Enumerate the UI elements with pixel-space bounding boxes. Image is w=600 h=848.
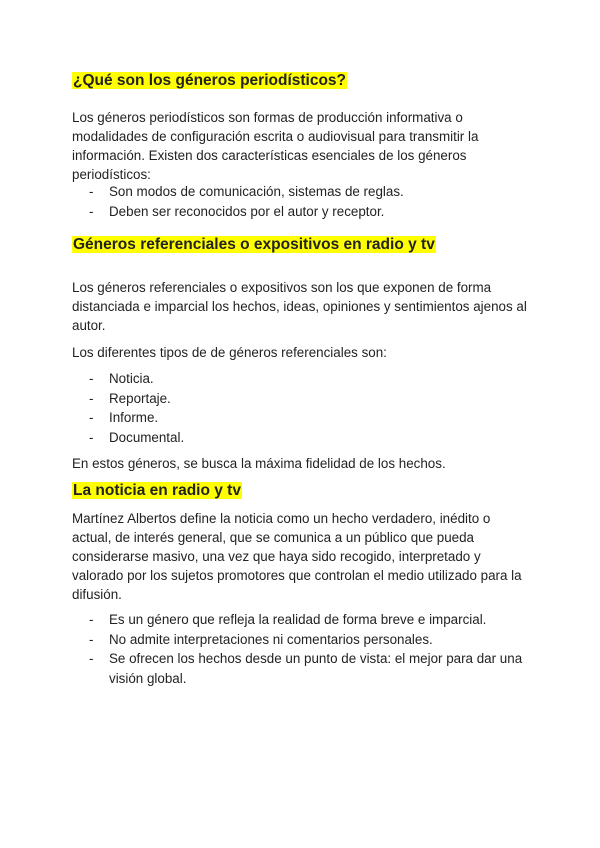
list-dash: - xyxy=(89,203,94,219)
list-item: - Reportaje. xyxy=(72,389,532,409)
list-item: - Informe. xyxy=(72,408,532,428)
list-dash: - xyxy=(89,651,94,666)
list-item: - Son modos de comunicación, sistemas de reglas. xyxy=(72,182,532,202)
list-dash: - xyxy=(89,429,94,445)
types-list xyxy=(72,369,532,447)
paragraph-noticia-definition: Martínez Albertos define la noticia como un hecho verdadero, inédito o actual, de interés general, que se comunica a un público que pueda considerarse masivo, una vez que haya sido recogido, interpretado y valorado por los sujetos promotores que controlan el medio utilizado para la difusión. xyxy=(72,511,522,602)
list-dash: - xyxy=(89,184,94,199)
heading-highlight: La noticia en radio y tv xyxy=(73,482,241,499)
paragraph-fidelidad: En estos géneros, se busca la máxima fidelidad de los hechos. xyxy=(72,456,446,471)
list-dash: - xyxy=(89,390,94,406)
heading-highlight: Géneros referenciales o expositivos en radio y tv xyxy=(73,236,435,253)
list-dash: - xyxy=(89,371,94,386)
section-heading-noticia xyxy=(72,481,242,501)
noticia-features-list xyxy=(72,610,532,688)
list-item: - Es un género que refleja la realidad de forma breve e imparcial. xyxy=(72,610,532,630)
heading-highlight: ¿Qué son los géneros periodísticos? xyxy=(73,72,347,89)
paragraph-tipos: Los diferentes tipos de de géneros referenciales son: xyxy=(72,345,387,360)
list-item: - Noticia. xyxy=(72,369,532,389)
paragraph-referenciales: Los géneros referenciales o expositivos son los que exponen de forma distanciada e imparcial los hechos, ideas, opiniones y sentimientos ajenos al autor. xyxy=(72,280,527,333)
list-item: - Deben ser reconocidos por el autor y receptor. xyxy=(72,202,532,222)
list-item: - Documental. xyxy=(72,428,532,448)
list-item: - No admite interpretaciones ni comentarios personales. xyxy=(72,630,532,650)
paragraph-definition: Los géneros periodísticos son formas de producción informativa o modalidades de configuración escrita o audiovisual para transmitir la información. Existen dos características esenciales de los géneros periodísticos: xyxy=(72,110,479,182)
list-item: - Se ofrecen los hechos desde un punto de vista: el mejor para dar una visión global. xyxy=(89,651,523,686)
list-dash: - xyxy=(89,631,94,647)
list-dash: - xyxy=(89,410,94,425)
section-heading-generos-referenciales xyxy=(72,235,436,255)
list-dash: - xyxy=(89,612,94,627)
characteristics-list xyxy=(72,182,532,221)
section-heading-generos-periodisticos xyxy=(72,71,347,91)
